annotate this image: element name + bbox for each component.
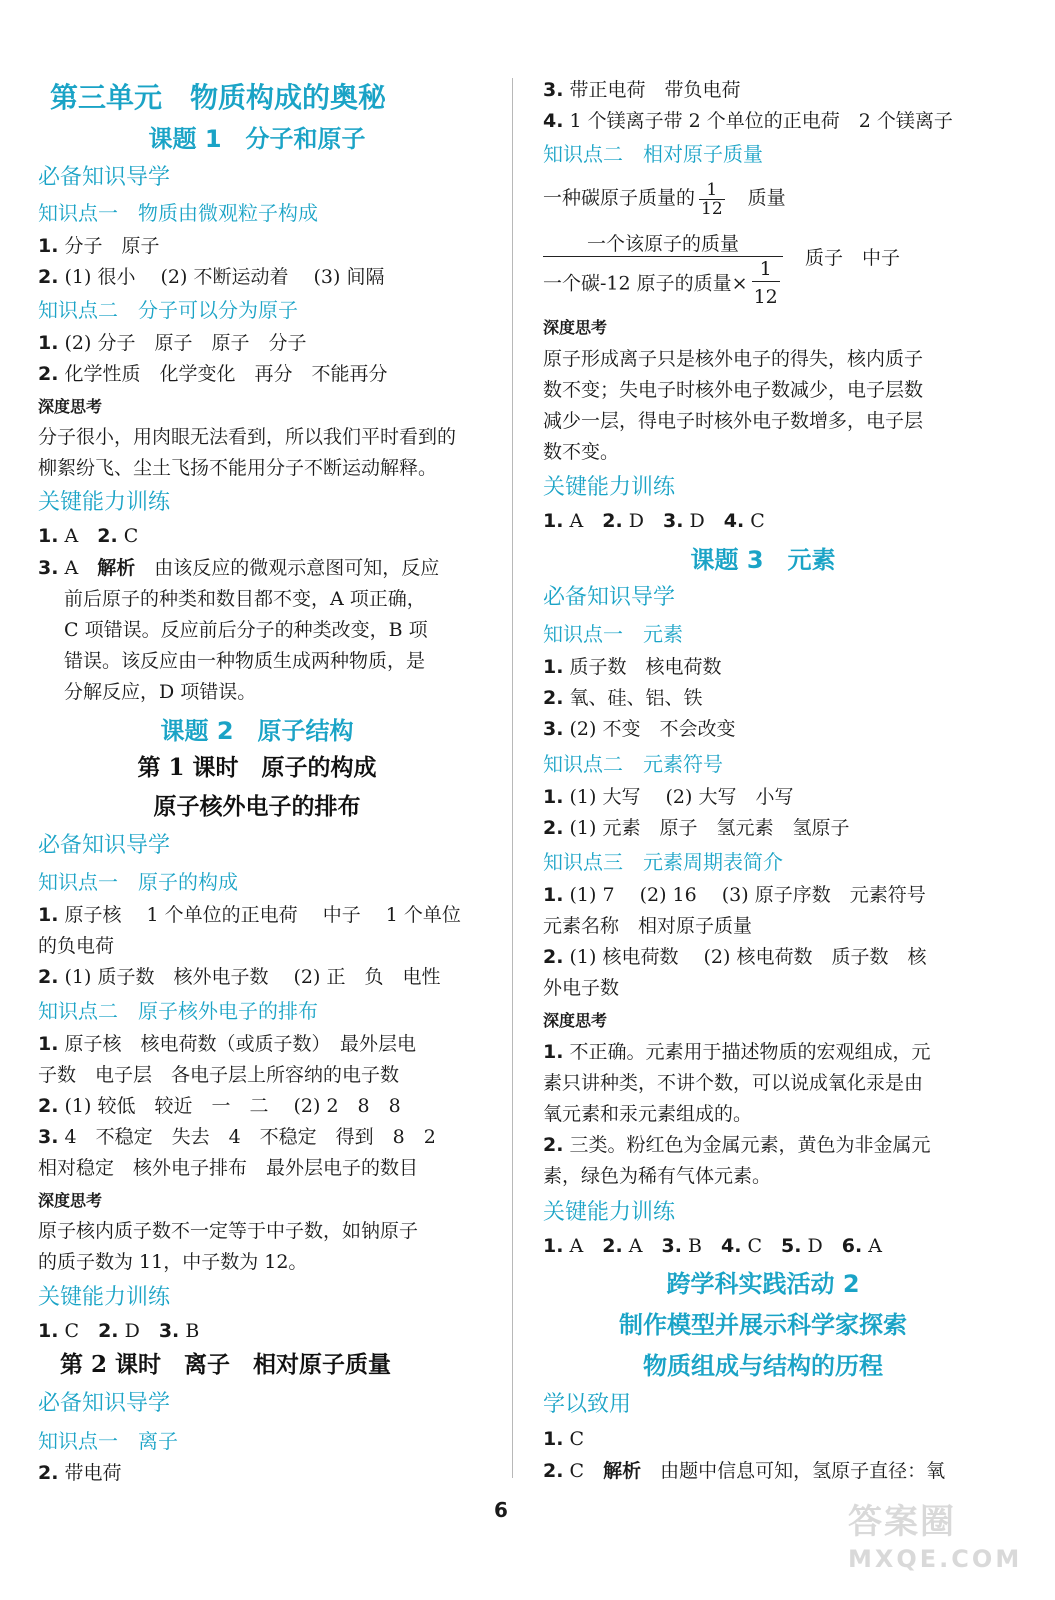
- period-title: 第 2 课时 离子 相对原子质量: [60, 1351, 392, 1378]
- knowledge-point-heading: 知识点二 原子核外电子的排布: [38, 999, 318, 1023]
- answer-line: 2. 氧、硅、铝、铁: [543, 687, 703, 709]
- paragraph-line: 氧元素和汞元素组成的。: [543, 1103, 753, 1125]
- answer-line: 2. 三类。粉红色为金属元素，黄色为非金属元: [543, 1134, 931, 1156]
- answer-line: 1. A 2. C: [38, 525, 139, 547]
- paragraph-line: 原子形成离子只是核外电子的得失，核内质子: [543, 348, 924, 370]
- section-heading: 必备知识导学: [543, 585, 676, 610]
- column-divider: [512, 78, 513, 1478]
- lesson-1-title: 课题 1 分子和原子: [148, 125, 366, 153]
- lesson-3-title: 课题 3 元素: [690, 546, 836, 574]
- section-heading: 学以致用: [543, 1392, 632, 1417]
- unit-title: 第三单元 物质构成的奥秘: [50, 81, 387, 114]
- paragraph-line: 素只讲种类，不讲个数，可以说成氧化汞是由: [543, 1072, 924, 1094]
- knowledge-point-heading: 知识点二 相对原子质量: [543, 142, 763, 166]
- knowledge-point-heading: 知识点一 离子: [38, 1429, 178, 1453]
- answer-line: 1. 原子核 核电荷数（或质子数） 最外层电: [38, 1033, 417, 1055]
- knowledge-point-heading: 知识点一 元素: [543, 622, 683, 646]
- paragraph-line: 的负电荷: [38, 935, 115, 957]
- answer-line: 2. 化学性质 化学变化 再分 不能再分: [38, 363, 388, 385]
- section-heading: 关键能力训练: [38, 490, 171, 515]
- answer-line: 1. A 2. D 3. D 4. C: [543, 510, 765, 532]
- deep-thinking-label: 深度思考: [38, 397, 103, 416]
- answer-line: 1. 原子核 1 个单位的正电荷 中子 1 个单位: [38, 904, 461, 926]
- paragraph-line: 素，绿色为稀有气体元素。: [543, 1165, 772, 1187]
- answer-line: 1. C 2. D 3. B: [38, 1320, 200, 1342]
- activity-title: 跨学科实践活动 2: [666, 1270, 860, 1298]
- answer-line: 1. 分子 原子: [38, 235, 160, 257]
- fraction: $\frac{1}{12}$: [701, 179, 723, 219]
- lesson-2-title: 课题 2 原子结构: [160, 717, 354, 745]
- section-heading: 必备知识导学: [38, 165, 171, 190]
- answer-line: 3. 4 不稳定 失去 4 不稳定 得到 8 2: [38, 1126, 436, 1148]
- section-heading: 必备知识导学: [38, 833, 171, 858]
- answer-line: 2. (1) 元素 原子 氢元素 氢原子: [543, 817, 850, 839]
- answer-line: 3. 带正电荷 带负电荷: [543, 79, 741, 101]
- paragraph-line: 元素名称 相对原子质量: [543, 915, 753, 937]
- answer-line: 2. (1) 很小 (2) 不断运动着 (3) 间隔: [38, 266, 385, 288]
- paragraph-line: 分解反应，D 项错误。: [64, 681, 257, 703]
- answer-line: 2. (1) 较低 较近 一 二 (2) 2 8 8: [38, 1095, 401, 1117]
- relative-atomic-mass-formula: 一个该原子的质量 一个碳-12 原子的质量× $\frac{1}{12}$: [543, 232, 783, 312]
- knowledge-point-heading: 知识点二 分子可以分为原子: [38, 298, 298, 322]
- answer-line: 1. 不正确。元素用于描述物质的宏观组成，元: [543, 1041, 931, 1063]
- answer-line: 1. A 2. A 3. B 4. C 5. D 6. A: [543, 1235, 883, 1257]
- knowledge-point-heading: 知识点二 元素符号: [543, 752, 723, 776]
- period-title: 第 1 课时 原子的构成: [137, 754, 377, 781]
- activity-title: 制作模型并展示科学家探索: [619, 1311, 907, 1339]
- answer-line: 1. (2) 分子 原子 原子 分子: [38, 332, 307, 354]
- knowledge-point-heading: 知识点一 原子的构成: [38, 870, 238, 894]
- paragraph-line: 数不变；失电子时核外电子数减少，电子层数: [543, 379, 924, 401]
- knowledge-point-heading: 知识点三 元素周期表简介: [543, 850, 783, 874]
- period-subtitle: 原子核外电子的排布: [153, 793, 361, 820]
- answer-line: 1. 质子数 核电荷数: [543, 656, 722, 678]
- answer-line: 2. C 解析 由题中信息可知，氢原子直径：氧: [543, 1460, 946, 1482]
- paragraph-line: 前后原子的种类和数目都不变，A 项正确，: [64, 588, 426, 610]
- deep-thinking-label: 深度思考: [38, 1191, 103, 1210]
- watermark-logo: 答案圈 MXQE.COM: [848, 1502, 1023, 1573]
- answer-text: 质子 中子: [805, 247, 901, 269]
- answer-line: 1. (1) 大写 (2) 大写 小写: [543, 786, 794, 808]
- answer-line: 2. 带电荷: [38, 1462, 122, 1484]
- deep-thinking-label: 深度思考: [543, 318, 608, 337]
- paragraph-line: 相对稳定 核外电子排布 最外层电子的数目: [38, 1157, 419, 1179]
- paragraph-line: 错误。该反应由一种物质生成两种物质，是: [64, 650, 426, 672]
- section-heading: 关键能力训练: [543, 1200, 676, 1225]
- paragraph-line: 原子核内质子数不一定等于中子数，如钠原子: [38, 1220, 419, 1242]
- answer-line: 1. C: [543, 1428, 585, 1450]
- answer-line: 3. A 解析 由该反应的微观示意图可知，反应: [38, 557, 440, 579]
- section-heading: 必备知识导学: [38, 1391, 171, 1416]
- paragraph-line: 的质子数为 11，中子数为 12。: [38, 1251, 308, 1273]
- paragraph-line: C 项错误。反应前后分子的种类改变，B 项: [64, 619, 428, 641]
- answer-line: 1. (1) 7 (2) 16 (3) 原子序数 元素符号: [543, 884, 926, 906]
- answer-line: 2. (1) 核电荷数 (2) 核电荷数 质子数 核: [543, 946, 927, 968]
- paragraph-line: 减少一层，得电子时核外电子数增多，电子层: [543, 410, 924, 432]
- answer-line: 3. (2) 不变 不会改变: [543, 718, 736, 740]
- knowledge-point-heading: 知识点一 物质由微观粒子构成: [38, 201, 318, 225]
- answer-line: 2. (1) 质子数 核外电子数 (2) 正 负 电性: [38, 966, 441, 988]
- paragraph-line: 柳絮纷飞、尘土飞扬不能用分子不断运动解释。: [38, 457, 438, 479]
- paragraph-line: 子数 电子层 各电子层上所容纳的电子数: [38, 1064, 400, 1086]
- page-number: 6: [494, 1498, 508, 1522]
- formula-line: 一种碳原子质量的 $\frac{1}{12}$ 质量: [543, 179, 786, 219]
- section-heading: 关键能力训练: [38, 1285, 171, 1310]
- answer-line: 4. 1 个镁离子带 2 个单位的正电荷 2 个镁离子: [543, 110, 953, 132]
- paragraph-line: 数不变。: [543, 441, 620, 463]
- deep-thinking-label: 深度思考: [543, 1011, 608, 1030]
- paragraph-line: 外电子数: [543, 977, 620, 999]
- activity-title: 物质组成与结构的历程: [643, 1352, 883, 1380]
- fraction: $\frac{1}{12}$: [753, 258, 778, 308]
- paragraph-line: 分子很小，用肉眼无法看到，所以我们平时看到的: [38, 426, 457, 448]
- section-heading: 关键能力训练: [543, 475, 676, 500]
